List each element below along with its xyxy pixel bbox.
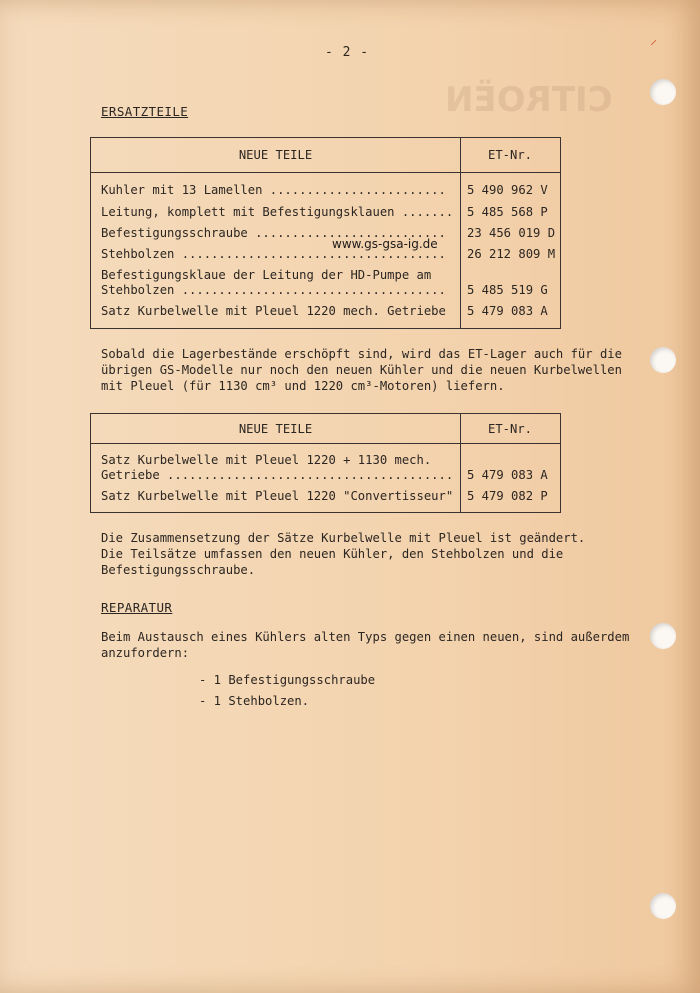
punch-hole-lower-middle (650, 623, 676, 649)
table-row-num: 5 485 519 G (467, 283, 548, 297)
header-parts: NEUE TEILE (238, 148, 313, 162)
table-row-num: 23 456 019 D (467, 226, 556, 240)
pencil-mark: ⸍ (650, 38, 657, 54)
paragraph-stock-line-1: Sobald die Lagerbestände erschöpft sind, wird das ET-Lager auch für die (101, 347, 622, 361)
list-item: - 1 Befestigungsschraube (199, 673, 376, 687)
repair-heading: REPARATUR (101, 600, 173, 615)
table-row-desc: Befestigungsschraube .......................... (101, 226, 446, 240)
showthrough-logo: CITROËN (445, 80, 613, 120)
table-row-num: 5 479 082 P (467, 489, 548, 503)
header-parts: NEUE TEILE (238, 422, 313, 436)
table-row-desc: Satz Kurbelwelle mit Pleuel 1220 + 1130 mech. (101, 453, 432, 467)
table-row-desc: Leitung, komplett mit Befestigungsklauen ....... (101, 205, 454, 219)
spare-parts-heading: ERSATZTEILE (101, 104, 189, 119)
paragraph-repair-line-1: Beim Austausch eines Kühlers alten Typs gegen einen neuen, sind außerdem (101, 630, 630, 644)
website-watermark: www.gs-gsa-ig.de (332, 237, 438, 251)
table-row-desc: Satz Kurbelwelle mit Pleuel 1220 "Convertisseur" (101, 489, 454, 503)
table-row-num: 5 479 083 A (467, 468, 548, 482)
header-number: ET-Nr. (487, 422, 533, 436)
paragraph-sets-line-1: Die Zusammensetzung der Sätze Kurbelwelle mit Pleuel ist geändert. (101, 531, 586, 545)
table-row-num: 5 479 083 A (467, 304, 548, 318)
table-row-num: 5 485 568 P (467, 205, 548, 219)
table-row-num: 5 490 962 V (467, 183, 548, 197)
table-header (91, 414, 560, 444)
list-item: - 1 Stehbolzen. (199, 694, 310, 708)
paragraph-sets-line-3: Befestigungsschraube. (101, 563, 256, 577)
paragraph-stock-line-2: übrigen GS-Modelle nur noch den neuen Kühler und die neuen Kurbelwellen (101, 363, 622, 377)
table-row-num: 26 212 809 M (467, 247, 556, 261)
table-row-desc: Stehbolzen .................................... (101, 283, 446, 297)
table-row-desc: Getriebe ....................................... (101, 468, 454, 482)
table-header (91, 138, 560, 173)
page-number: - 2 - (325, 45, 370, 60)
punch-hole-top (650, 79, 676, 105)
table-row-desc: Kuhler mit 13 Lamellen ........................ (101, 183, 446, 197)
crankshaft-table (90, 413, 561, 513)
punch-hole-bottom (650, 893, 676, 919)
paragraph-repair-line-2: anzufordern: (101, 646, 190, 660)
paragraph-stock-line-3: mit Pleuel (für 1130 cm³ und 1220 cm³-Motoren) liefern. (101, 379, 505, 393)
punch-hole-upper-middle (650, 347, 676, 373)
paragraph-sets-line-2: Die Teilsätze umfassen den neuen Kühler, den Stehbolzen und die (101, 547, 564, 561)
table-row-desc: Stehbolzen .................................... (101, 247, 446, 261)
header-number: ET-Nr. (487, 148, 533, 162)
spare-parts-table (90, 137, 561, 329)
table-row-desc: Satz Kurbelwelle mit Pleuel 1220 mech. Getriebe (101, 304, 446, 318)
table-row-desc: Befestigungsklaue der Leitung der HD-Pumpe am (101, 268, 432, 282)
